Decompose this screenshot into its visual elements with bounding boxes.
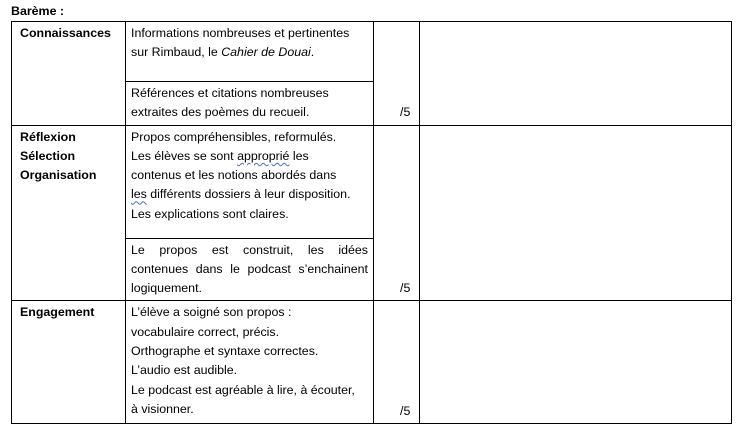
- descriptor-citations: Références et citations nombreuses extraites des poèmes du recueil.: [126, 82, 374, 126]
- table-row-reflexion: [12, 125, 732, 238]
- page-heading: Barème :: [11, 4, 65, 18]
- spellcheck-flag-approprie: approprié: [237, 148, 290, 163]
- descriptor-engagement: L’élève a soigné son propos : vocabulaire correct, précis. Orthographe et syntaxe correctes. L’audio est audible. Le podcast est agréable à lire, à écouter, à visionner.: [126, 301, 374, 424]
- criterion-connaissances: Connaissances: [12, 22, 126, 126]
- table-row-engagement: [12, 301, 732, 424]
- comment-cell-reflexion[interactable]: [420, 125, 732, 301]
- spellcheck-flag-les: les: [131, 187, 147, 202]
- descriptor-structure: Le propos est construit, les idées contenues dans le podcast s’enchainent logiquement.: [126, 238, 374, 301]
- comment-cell-connaissances[interactable]: [420, 22, 732, 126]
- criterion-engagement: Engagement: [12, 301, 126, 424]
- score-connaissances: /5: [374, 22, 420, 126]
- score-engagement: /5: [374, 301, 420, 424]
- descriptor-comprehension: Propos compréhensibles, reformulés. Les élèves se sont approprié les contenus et les notions abordés dans les différents dossiers à leur disposition. Les explications sont claires.: [126, 125, 374, 238]
- score-reflexion: /5: [374, 125, 420, 301]
- table-row-connaissances: [12, 22, 732, 82]
- criterion-reflexion: Réflexion Sélection Organisation: [12, 125, 126, 301]
- grading-table: [11, 21, 732, 424]
- descriptor-rimbaud-knowledge: Informations nombreuses et pertinentes sur Rimbaud, le Cahier de Douai.: [126, 22, 374, 82]
- comment-cell-engagement[interactable]: [420, 301, 732, 424]
